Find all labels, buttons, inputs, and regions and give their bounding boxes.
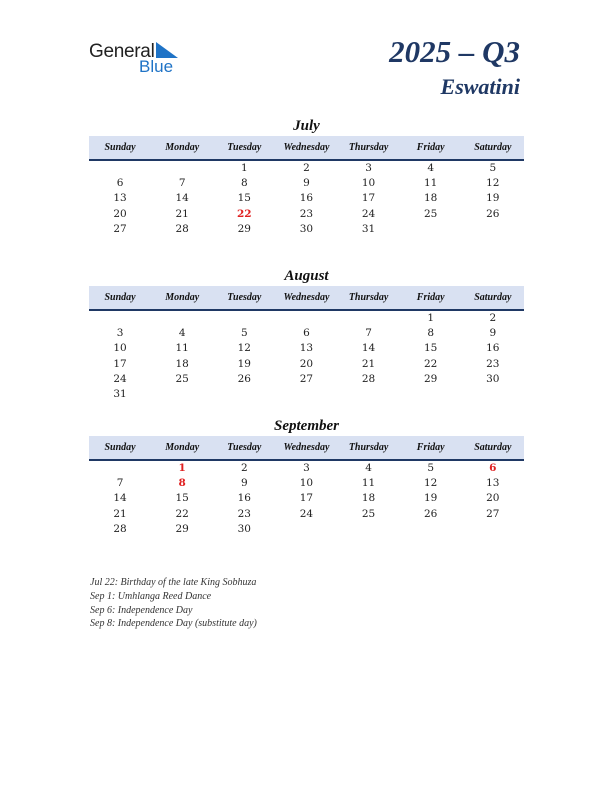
day-cell: 8 <box>427 327 435 340</box>
day-cell: 3 <box>303 462 310 474</box>
day-cell: 14 <box>113 492 127 505</box>
day-cell: 2 <box>489 312 497 324</box>
empty-day-cell <box>400 222 462 237</box>
day-cell: 3 <box>365 162 372 174</box>
day-cell: 13 <box>113 192 127 205</box>
day-cell: 5 <box>240 327 248 340</box>
day-cell: 12 <box>486 177 500 190</box>
empty-day-cell <box>213 311 275 326</box>
holiday-note: Jul 22: Birthday of the late King Sobhuza <box>90 577 257 588</box>
weekday-label: Saturday <box>474 442 512 453</box>
empty-day-cell <box>275 387 337 402</box>
day-cell: 20 <box>299 357 314 370</box>
weekday-label: Wednesday <box>283 442 330 453</box>
day-cell: 7 <box>116 477 124 490</box>
day-cell: 6 <box>303 327 310 340</box>
day-cell: 1 <box>427 312 435 324</box>
day-cell: 4 <box>365 462 372 474</box>
day-cell: 10 <box>361 177 376 190</box>
logo-general-text: General <box>89 41 155 62</box>
day-cell: 23 <box>237 507 251 520</box>
day-cell: 9 <box>303 177 310 190</box>
day-cell: 25 <box>175 372 189 385</box>
day-cell: 29 <box>237 222 251 235</box>
week-row <box>89 507 524 522</box>
day-cell: 24 <box>113 372 127 385</box>
holiday-note: Sep 6: Independence Day <box>90 604 193 616</box>
empty-day-cell <box>400 387 462 402</box>
logo-blue-text: Blue <box>139 57 174 76</box>
weekday-label: Friday <box>416 292 445 303</box>
day-cell: 14 <box>361 342 376 355</box>
weekday-label: Tuesday <box>227 442 262 453</box>
weekday-label: Wednesday <box>283 142 330 153</box>
day-cell: 23 <box>299 207 314 220</box>
month-grid <box>89 461 524 537</box>
month-august <box>89 266 524 402</box>
day-cell: 20 <box>113 207 127 220</box>
day-cell: 31 <box>361 222 376 235</box>
day-cell: 7 <box>365 327 372 340</box>
day-cell: 6 <box>116 177 124 190</box>
day-cell: 11 <box>175 342 189 355</box>
day-cell: 26 <box>486 207 500 220</box>
weekday-label: Monday <box>165 142 200 153</box>
day-cell: 18 <box>424 192 438 205</box>
empty-day-cell <box>89 161 151 176</box>
day-cell: 5 <box>427 462 435 474</box>
empty-day-cell <box>462 522 524 537</box>
empty-day-cell <box>151 311 213 326</box>
empty-day-cell <box>151 387 213 402</box>
day-cell: 13 <box>486 477 500 490</box>
day-cell: 15 <box>424 342 438 355</box>
weekday-label: Thursday <box>348 292 389 303</box>
month-grid <box>89 161 524 237</box>
month-september <box>89 416 524 537</box>
week-row <box>89 207 524 222</box>
week-row <box>89 161 524 176</box>
empty-day-cell <box>400 522 462 537</box>
day-cell: 22 <box>424 357 438 370</box>
day-cell: 17 <box>113 357 127 370</box>
day-cell: 9 <box>240 477 248 490</box>
day-cell: 21 <box>175 207 189 220</box>
weekday-label: Saturday <box>474 292 512 303</box>
day-cell: 12 <box>237 342 251 355</box>
week-row <box>89 176 524 191</box>
week-row <box>89 191 524 206</box>
empty-day-cell <box>275 522 337 537</box>
day-cell: 10 <box>113 342 127 355</box>
month-grid <box>89 311 524 402</box>
day-cell: 3 <box>116 327 124 340</box>
day-cell: 10 <box>299 477 314 490</box>
week-row <box>89 357 524 372</box>
day-cell: 26 <box>424 507 438 520</box>
empty-day-cell <box>462 387 524 402</box>
day-cell: 29 <box>424 372 438 385</box>
month-july <box>89 116 524 237</box>
weekday-label: Tuesday <box>227 142 262 153</box>
day-cell: 25 <box>424 207 438 220</box>
weekday-header <box>89 286 524 311</box>
weekday-label: Sunday <box>104 442 136 453</box>
day-cell: 1 <box>178 462 186 474</box>
day-cell: 6 <box>489 462 497 474</box>
empty-day-cell <box>151 161 213 176</box>
day-cell: 11 <box>361 477 376 490</box>
logo-triangle-icon <box>156 42 178 58</box>
day-cell: 24 <box>299 507 314 520</box>
day-cell: 25 <box>361 507 376 520</box>
day-cell: 30 <box>237 522 251 535</box>
weekday-label: Wednesday <box>283 292 330 303</box>
week-row <box>89 326 524 341</box>
day-cell: 31 <box>113 387 127 400</box>
weekday-label: Monday <box>165 442 200 453</box>
day-cell: 20 <box>486 492 500 505</box>
day-cell: 17 <box>361 192 376 205</box>
day-cell: 29 <box>175 522 189 535</box>
day-cell: 2 <box>303 162 310 174</box>
day-cell: 21 <box>113 507 127 520</box>
empty-day-cell <box>213 387 275 402</box>
day-cell: 7 <box>178 177 186 190</box>
day-cell: 19 <box>237 357 251 370</box>
day-cell: 2 <box>240 462 248 474</box>
day-cell: 13 <box>299 342 314 355</box>
weekday-label: Saturday <box>474 142 512 153</box>
day-cell: 16 <box>237 492 251 505</box>
day-cell: 24 <box>361 207 376 220</box>
day-cell: 27 <box>113 222 127 235</box>
week-row <box>89 476 524 491</box>
weekday-label: Monday <box>165 292 200 303</box>
generalblue-logo <box>89 40 199 80</box>
day-cell: 22 <box>175 507 189 520</box>
day-cell: 16 <box>486 342 500 355</box>
day-cell: 28 <box>361 372 376 385</box>
holiday-note: Sep 8: Independence Day (substitute day) <box>90 618 257 630</box>
day-cell: 22 <box>237 207 252 220</box>
day-cell: 27 <box>299 372 314 385</box>
week-row <box>89 341 524 356</box>
month-name: September <box>274 418 339 434</box>
week-row <box>89 387 524 402</box>
day-cell: 26 <box>237 372 251 385</box>
day-cell: 16 <box>299 192 314 205</box>
day-cell: 5 <box>489 162 497 174</box>
weekday-label: Sunday <box>104 142 136 153</box>
weekday-label: Tuesday <box>227 292 262 303</box>
month-name: August <box>284 268 329 284</box>
month-name: July <box>293 118 320 134</box>
day-cell: 30 <box>299 222 314 235</box>
day-cell: 28 <box>175 222 189 235</box>
weekday-label: Thursday <box>348 142 389 153</box>
holiday-notes <box>90 576 257 631</box>
week-row <box>89 222 524 237</box>
week-row <box>89 372 524 387</box>
day-cell: 1 <box>240 162 248 174</box>
weekday-label: Sunday <box>104 292 136 303</box>
page-title: 2025 – Q3 <box>389 34 520 69</box>
weekday-label: Thursday <box>348 442 389 453</box>
day-cell: 23 <box>486 357 500 370</box>
day-cell: 4 <box>178 327 186 340</box>
day-cell: 18 <box>175 357 189 370</box>
day-cell: 18 <box>361 492 376 505</box>
day-cell: 15 <box>237 192 251 205</box>
weekday-label: Friday <box>416 142 445 153</box>
day-cell: 12 <box>424 477 438 490</box>
day-cell: 15 <box>175 492 189 505</box>
empty-day-cell <box>275 311 337 326</box>
day-cell: 14 <box>175 192 189 205</box>
day-cell: 19 <box>486 192 500 205</box>
day-cell: 8 <box>178 477 186 490</box>
weekday-header <box>89 136 524 161</box>
day-cell: 4 <box>427 162 435 174</box>
day-cell: 30 <box>486 372 500 385</box>
empty-day-cell <box>338 311 400 326</box>
empty-day-cell <box>89 311 151 326</box>
day-cell: 17 <box>299 492 314 505</box>
week-row <box>89 491 524 506</box>
day-cell: 11 <box>424 177 438 190</box>
empty-day-cell <box>462 222 524 237</box>
empty-day-cell <box>89 461 151 476</box>
day-cell: 19 <box>424 492 438 505</box>
week-row <box>89 461 524 476</box>
empty-day-cell <box>338 522 400 537</box>
day-cell: 27 <box>486 507 500 520</box>
day-cell: 8 <box>240 177 248 190</box>
holiday-note: Sep 1: Umhlanga Reed Dance <box>90 590 212 602</box>
week-row <box>89 522 524 537</box>
country-name: Eswatini <box>440 74 520 99</box>
empty-day-cell <box>338 387 400 402</box>
day-cell: 28 <box>113 522 127 535</box>
week-row <box>89 311 524 326</box>
day-cell: 9 <box>489 327 497 340</box>
day-cell: 21 <box>361 357 376 370</box>
weekday-label: Friday <box>416 442 445 453</box>
weekday-header <box>89 436 524 461</box>
